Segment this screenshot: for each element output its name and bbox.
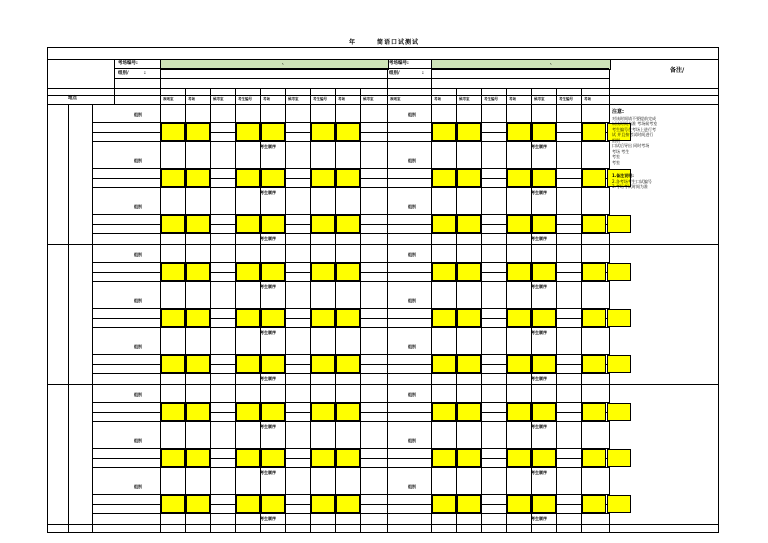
student-seq-label: 考生顺序 xyxy=(531,284,547,289)
remarks-header: 备注/ xyxy=(670,67,685,74)
yellow-cell xyxy=(457,309,481,327)
yellow-cell xyxy=(336,403,360,421)
yellow-cell xyxy=(236,123,260,141)
notes-line: 考场 考生 xyxy=(612,148,630,154)
group-label: 组别 xyxy=(408,298,416,303)
yellow-cell xyxy=(457,169,481,187)
yellow-cell xyxy=(161,495,185,513)
yellow-cell xyxy=(186,309,210,327)
column-line xyxy=(360,88,361,532)
yellow-cell xyxy=(582,403,606,421)
row-line xyxy=(92,187,609,188)
group-label: 组别 xyxy=(408,112,416,117)
row-line xyxy=(92,281,609,282)
student-seq-label: 考生顺序 xyxy=(260,236,276,241)
yellow-cell xyxy=(532,449,556,467)
colon-right: : xyxy=(422,71,424,76)
yellow-cell xyxy=(607,215,631,233)
group-label: 组别 xyxy=(408,392,416,397)
yellow-cell xyxy=(432,495,456,513)
column-header-right: 候考室 xyxy=(459,97,470,101)
group-label: 组别 xyxy=(134,438,142,443)
yellow-cell xyxy=(261,169,285,187)
yellow-cell xyxy=(186,495,210,513)
yellow-cell xyxy=(532,403,556,421)
column-header-left: 候考室 xyxy=(288,97,299,101)
column-header-left: 候考室 xyxy=(363,97,374,101)
yellow-cell xyxy=(261,449,285,467)
notes-line: 考室 xyxy=(612,159,620,165)
yellow-cell xyxy=(161,403,185,421)
left-panel-divider xyxy=(114,59,115,104)
notes-panel xyxy=(612,110,668,190)
header-bottom-line xyxy=(48,88,718,89)
title-year: 年 xyxy=(348,39,356,46)
student-seq-label: 考生顺序 xyxy=(260,330,276,335)
yellow-cell xyxy=(432,263,456,281)
student-seq-label: 考生顺序 xyxy=(531,376,547,381)
yellow-cell xyxy=(336,309,360,327)
yellow-cell xyxy=(457,215,481,233)
student-seq-label: 考生顺序 xyxy=(531,144,547,149)
column-header-right: 考场 xyxy=(584,97,591,101)
column-header-right: 准则室 xyxy=(390,97,401,101)
colon-left: : xyxy=(144,71,146,76)
yellow-cell xyxy=(532,355,556,373)
yellow-cell xyxy=(532,263,556,281)
student-seq-label: 考生顺序 xyxy=(531,190,547,195)
yellow-cell xyxy=(261,123,285,141)
student-seq-label: 考生顺序 xyxy=(531,470,547,475)
examiner-label-left: 考场编号: xyxy=(118,61,138,66)
yellow-cell xyxy=(336,169,360,187)
student-seq-label: 考生顺序 xyxy=(260,190,276,195)
notes-heading-2: 1.备注说明: xyxy=(612,173,634,178)
yellow-cell xyxy=(336,215,360,233)
yellow-cell xyxy=(507,403,531,421)
green-mark-left: 、 xyxy=(282,61,287,66)
yellow-cell xyxy=(261,215,285,233)
yellow-cell xyxy=(161,263,185,281)
location-label: 地点 xyxy=(68,96,77,101)
column-header-right: 考生编号 xyxy=(484,97,498,101)
yellow-cell xyxy=(507,169,531,187)
group-label: 组别 xyxy=(134,204,142,209)
student-seq-label: 考生顺序 xyxy=(260,516,276,521)
yellow-cell xyxy=(432,403,456,421)
yellow-cell xyxy=(236,309,260,327)
column-header-left: 考生编号 xyxy=(238,97,252,101)
yellow-cell xyxy=(432,355,456,373)
yellow-cell xyxy=(582,449,606,467)
yellow-cell xyxy=(457,123,481,141)
yellow-cell xyxy=(186,215,210,233)
column-header-right: 考场 xyxy=(509,97,516,101)
student-seq-label: 考生顺序 xyxy=(260,376,276,381)
group-label: 组别 xyxy=(134,344,142,349)
yellow-cell xyxy=(607,403,631,421)
column-header-left: 考场 xyxy=(338,97,345,101)
yellow-cell xyxy=(161,123,185,141)
yellow-cell xyxy=(607,263,631,281)
student-seq-label: 考生顺序 xyxy=(531,516,547,521)
row-line xyxy=(92,513,609,514)
notes-line-2: 2.各考场考生口试编号 xyxy=(612,178,652,184)
yellow-cell xyxy=(607,309,631,327)
yellow-cell xyxy=(261,309,285,327)
yellow-cell xyxy=(161,215,185,233)
panel-row-line xyxy=(114,68,387,69)
yellow-cell xyxy=(186,449,210,467)
yellow-cell xyxy=(311,495,335,513)
yellow-cell xyxy=(507,263,531,281)
group-label: 组别 xyxy=(408,252,416,257)
yellow-cell xyxy=(582,215,606,233)
yellow-cell xyxy=(161,169,185,187)
yellow-cell xyxy=(336,355,360,373)
yellow-cell xyxy=(582,263,606,281)
yellow-cell xyxy=(261,263,285,281)
schedule-sheet xyxy=(47,47,719,533)
yellow-cell xyxy=(236,215,260,233)
student-seq-label: 考生顺序 xyxy=(531,236,547,241)
panel-row-line xyxy=(387,78,609,79)
panel-row-line xyxy=(114,78,387,79)
student-seq-label: 考生顺序 xyxy=(260,144,276,149)
column-line xyxy=(285,88,286,532)
yellow-cell xyxy=(311,449,335,467)
column-header-left: 候考室 xyxy=(213,97,224,101)
group-label: 组别 xyxy=(408,158,416,163)
row-line xyxy=(92,467,609,468)
group-label-left: 组别/ xyxy=(118,71,129,76)
column-header-right: 候考室 xyxy=(534,97,545,101)
yellow-cell xyxy=(236,495,260,513)
notes-line: 组别 xyxy=(612,137,620,143)
yellow-cell xyxy=(311,355,335,373)
yellow-cell xyxy=(457,403,481,421)
row-line xyxy=(92,141,609,142)
notes-heading: 注意: xyxy=(612,109,624,115)
yellow-cell xyxy=(532,169,556,187)
group-label: 组别 xyxy=(408,204,416,209)
panel-row-line xyxy=(387,68,609,69)
group-label-right: 组别/ xyxy=(389,71,400,76)
notes-line: 以该时间为准 考场候考室 xyxy=(612,121,658,126)
block-line xyxy=(48,244,718,245)
group-label: 组别 xyxy=(408,344,416,349)
yellow-cell xyxy=(607,495,631,513)
yellow-cell xyxy=(261,355,285,373)
yellow-cell xyxy=(336,123,360,141)
yellow-cell xyxy=(532,495,556,513)
column-line xyxy=(556,88,557,532)
column-header-left: 考场 xyxy=(263,97,270,101)
yellow-cell xyxy=(186,263,210,281)
group-label: 组别 xyxy=(134,392,142,397)
yellow-cell xyxy=(186,403,210,421)
yellow-cell xyxy=(532,215,556,233)
row-line xyxy=(92,373,609,374)
student-seq-label: 考生顺序 xyxy=(260,470,276,475)
yellow-cell xyxy=(507,449,531,467)
yellow-cell xyxy=(432,123,456,141)
notes-line: 口试后导出 同时考场 xyxy=(612,143,650,148)
yellow-cell xyxy=(507,215,531,233)
yellow-cell xyxy=(236,449,260,467)
yellow-cell xyxy=(236,355,260,373)
column-header-left: 考生编号 xyxy=(313,97,327,101)
notes-line: 考生编号在考场上进行考 xyxy=(612,126,656,132)
student-seq-label: 考生顺序 xyxy=(260,424,276,429)
bottom-line xyxy=(48,524,718,525)
notes-line: 试 并且按考试时间进行 xyxy=(612,132,654,137)
notes-line: 考室 xyxy=(612,154,620,159)
yellow-cell xyxy=(311,263,335,281)
yellow-cell xyxy=(582,309,606,327)
notes-line: 对该时间请不要提前完成 xyxy=(612,115,656,121)
yellow-cell xyxy=(507,123,531,141)
yellow-cell xyxy=(582,169,606,187)
subheader-line xyxy=(48,95,718,96)
green-mark-right: 、 xyxy=(550,61,555,66)
column-header-left: 考场 xyxy=(188,97,195,101)
yellow-cell xyxy=(507,495,531,513)
group-label: 组别 xyxy=(134,484,142,489)
row-line xyxy=(92,327,609,328)
yellow-cell xyxy=(432,449,456,467)
yellow-cell xyxy=(432,215,456,233)
student-seq-label: 考生顺序 xyxy=(531,424,547,429)
student-seq-label: 考生顺序 xyxy=(260,284,276,289)
group-label: 组别 xyxy=(134,252,142,257)
group-label: 组别 xyxy=(134,298,142,303)
yellow-cell xyxy=(607,449,631,467)
yellow-cell xyxy=(161,449,185,467)
column-header-right: 考场 xyxy=(434,97,441,101)
yellow-cell xyxy=(311,123,335,141)
yellow-cell xyxy=(311,403,335,421)
yellow-cell xyxy=(582,355,606,373)
yellow-cell xyxy=(311,169,335,187)
yellow-cell xyxy=(582,495,606,513)
column-header-left: 准则室 xyxy=(163,97,174,101)
yellow-cell xyxy=(236,403,260,421)
block-line xyxy=(48,104,718,105)
yellow-cell xyxy=(236,169,260,187)
yellow-cell xyxy=(261,495,285,513)
yellow-cell xyxy=(507,309,531,327)
yellow-cell xyxy=(457,449,481,467)
group-label: 组别 xyxy=(408,438,416,443)
block-line xyxy=(48,384,718,385)
group-label: 组别 xyxy=(134,112,142,117)
yellow-cell xyxy=(336,495,360,513)
yellow-cell xyxy=(457,495,481,513)
yellow-cell xyxy=(432,169,456,187)
yellow-cell xyxy=(186,123,210,141)
student-seq-label: 考生顺序 xyxy=(531,330,547,335)
yellow-cell xyxy=(336,449,360,467)
yellow-cell xyxy=(161,355,185,373)
yellow-cell xyxy=(261,403,285,421)
yellow-cell xyxy=(311,309,335,327)
title-text: 简语口试测试 xyxy=(377,39,420,46)
row-line xyxy=(92,421,609,422)
column-header-right: 考生编号 xyxy=(559,97,573,101)
examiner-label-right: 考场编号: xyxy=(389,61,409,66)
row-line xyxy=(92,233,609,234)
yellow-cell xyxy=(432,309,456,327)
group-label: 组别 xyxy=(408,484,416,489)
yellow-cell xyxy=(457,263,481,281)
column-line xyxy=(387,88,388,532)
notes-line-2: 3.考场考试时间为准 xyxy=(612,184,648,189)
yellow-cell xyxy=(607,355,631,373)
yellow-cell xyxy=(582,123,606,141)
yellow-cell xyxy=(532,123,556,141)
yellow-cell xyxy=(236,263,260,281)
yellow-cell xyxy=(161,309,185,327)
yellow-cell xyxy=(507,355,531,373)
yellow-cell xyxy=(457,355,481,373)
left-sub-divider xyxy=(68,104,69,532)
yellow-cell xyxy=(186,169,210,187)
yellow-cell xyxy=(186,355,210,373)
yellow-cell xyxy=(532,309,556,327)
document-title xyxy=(0,37,768,46)
column-line xyxy=(210,88,211,532)
column-line xyxy=(481,88,482,532)
yellow-cell xyxy=(311,215,335,233)
group-label: 组别 xyxy=(134,158,142,163)
yellow-cell xyxy=(336,263,360,281)
